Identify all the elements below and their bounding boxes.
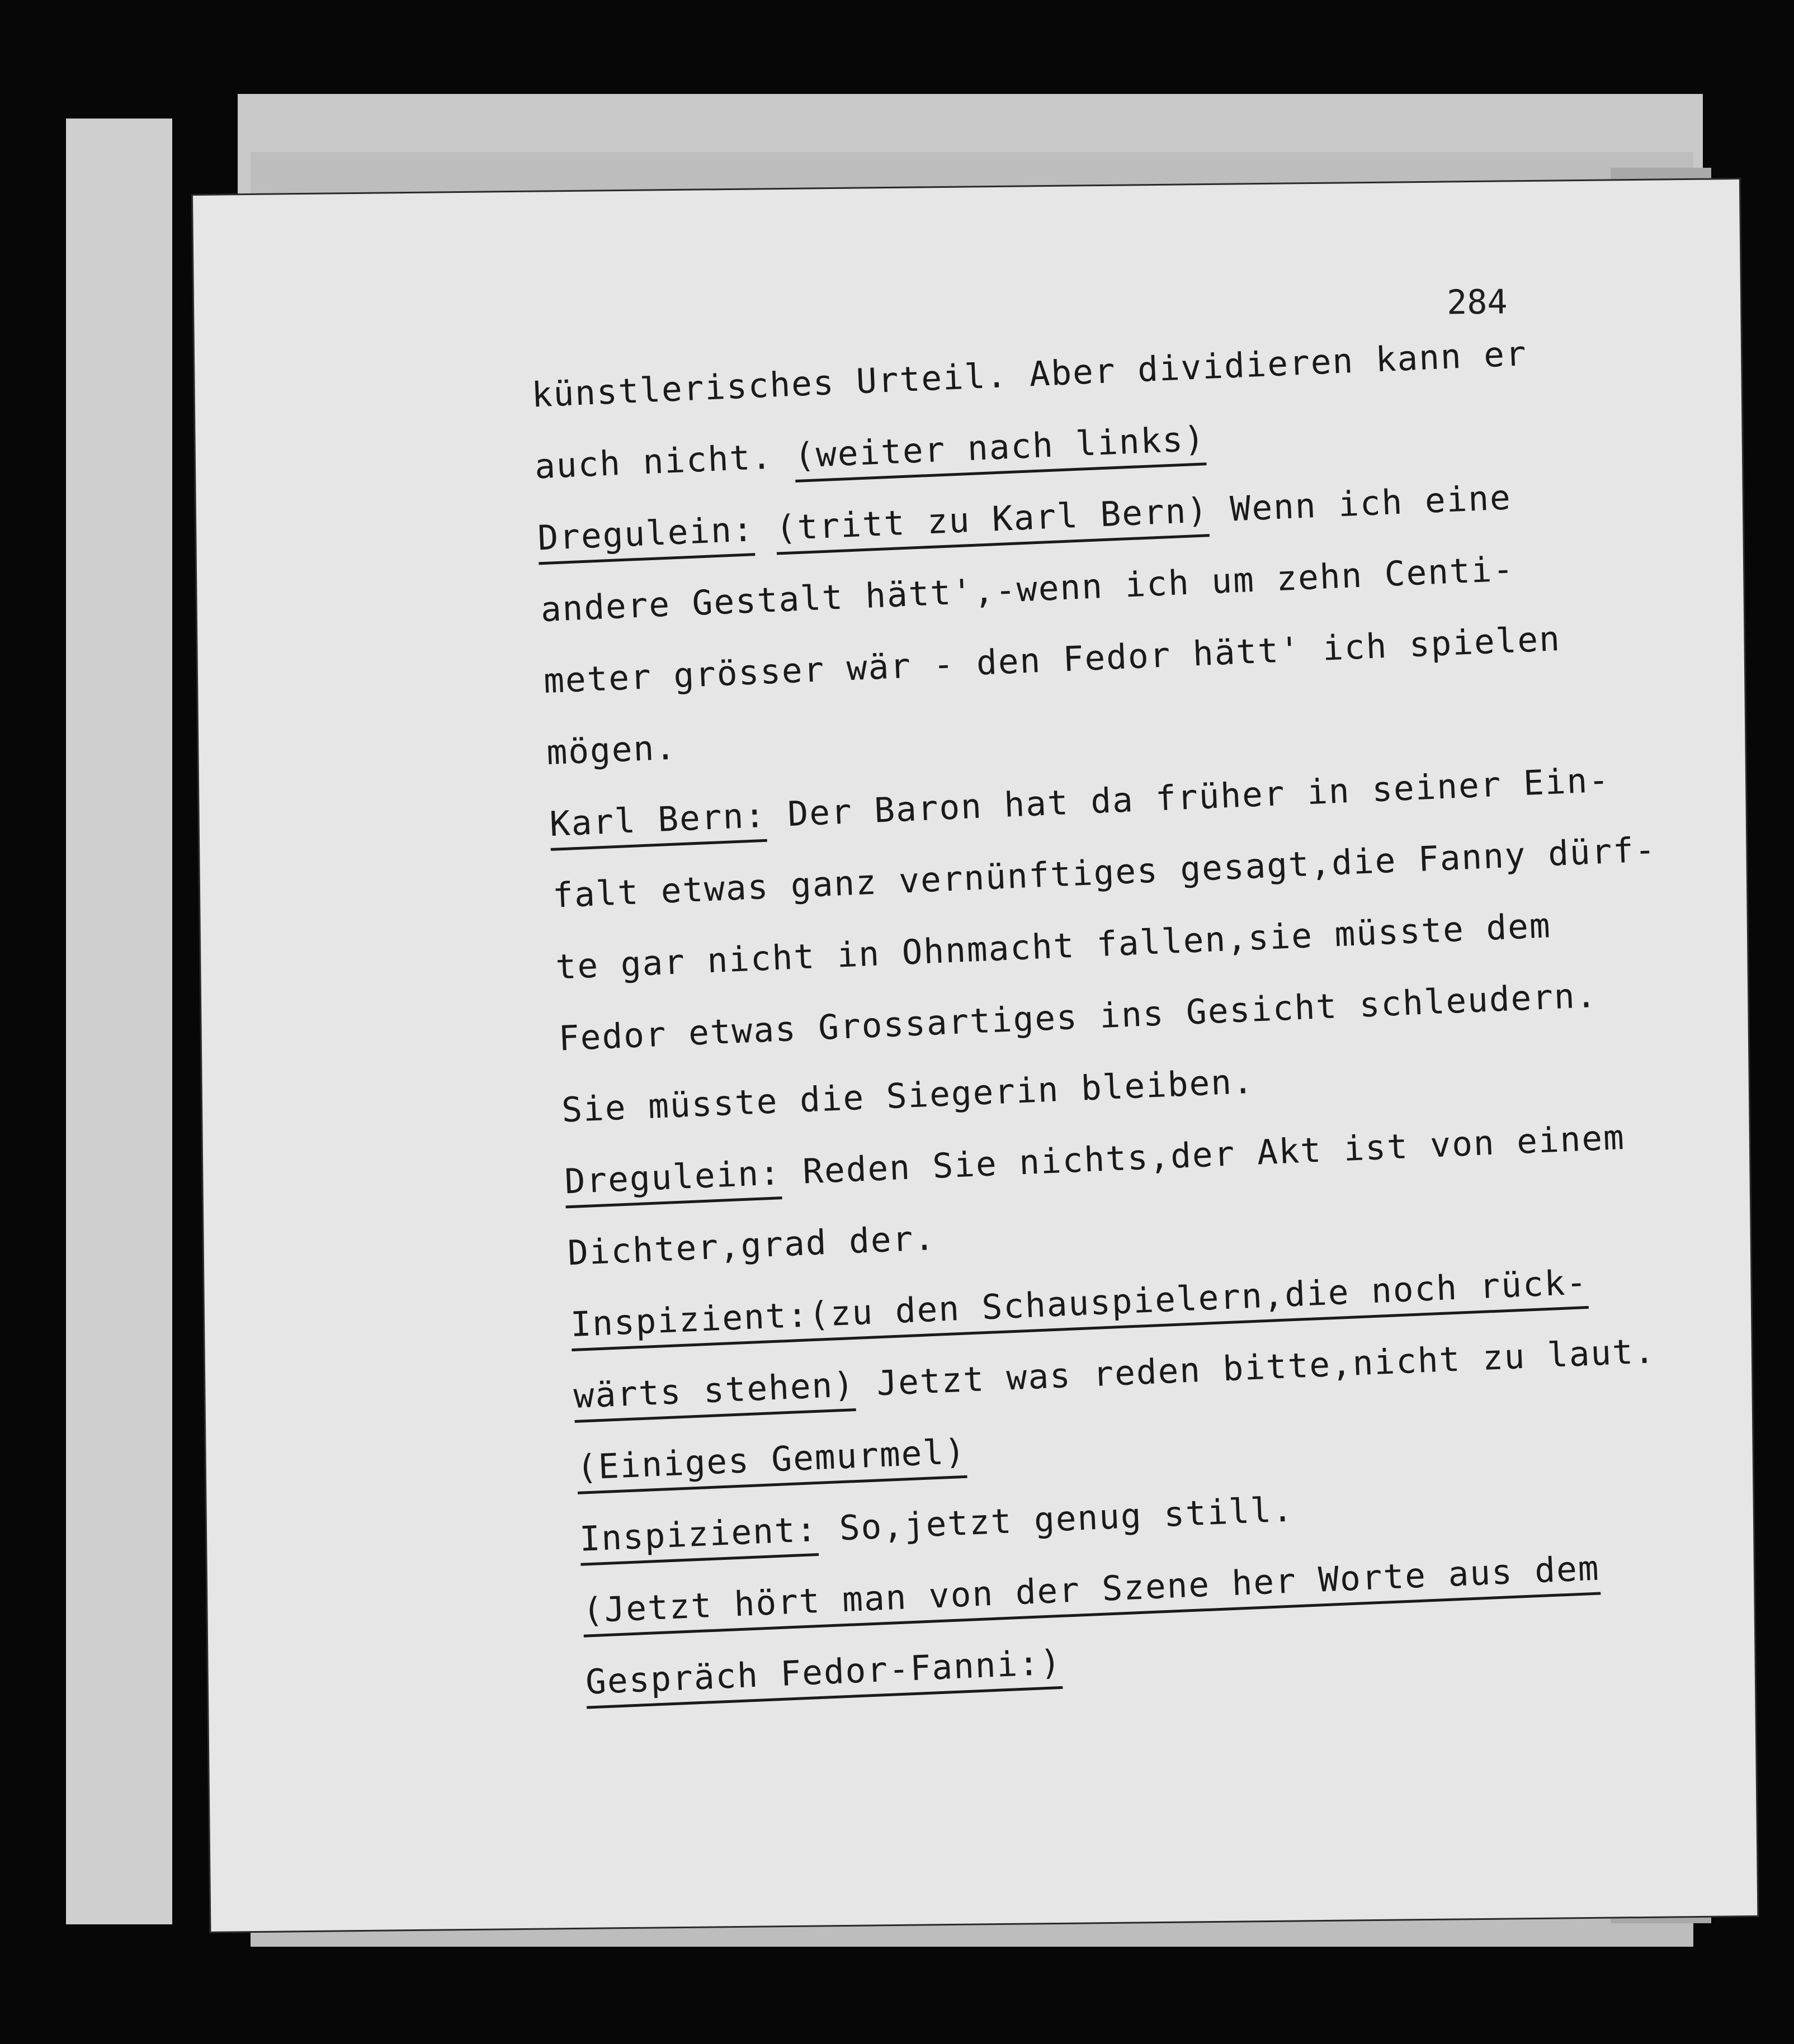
dialogue-text: andere Gestalt hätt',-wenn ich um zehn Centi- — [540, 549, 1516, 630]
speaker-name: Dregulein: — [564, 1153, 782, 1202]
stage-direction: (Jetzt hört man von der Szene her Worte aus dem — [582, 1548, 1601, 1631]
dialogue-text: Jetzt was reden bitte,nicht zu laut. — [854, 1331, 1656, 1404]
dialogue-text: künstlerisches Urteil. Aber dividieren kann er — [531, 334, 1528, 415]
stage-direction: (Einiges Gemurmel) — [575, 1431, 967, 1488]
page-text — [530, 314, 1691, 1719]
dialogue-text: te gar nicht in Ohnmacht fallen,sie müsste dem — [555, 906, 1552, 987]
dialogue-text: Sie müsste die Siegerin bleiben. — [560, 1061, 1255, 1130]
speaker-name: Inspizient: — [569, 1295, 810, 1345]
dialogue-text: So,jetzt genug still. — [816, 1489, 1295, 1549]
dialogue-text: falt etwas ganz vernünftiges gesagt,die Fanny dürf- — [551, 830, 1658, 916]
stage-direction: wärts stehen) — [573, 1365, 856, 1417]
dialogue-text: Reden Sie nichts,der Akt ist von einem — [780, 1117, 1626, 1193]
dialogue-text: mögen. — [546, 727, 678, 773]
dialogue-text: Fedor etwas Grossartiges ins Gesicht schleudern. — [558, 975, 1598, 1059]
dialogue-text — [753, 509, 777, 550]
typescript-page — [193, 179, 1757, 1932]
stage-direction: (zu den Schauspielern,die noch rück- — [808, 1262, 1589, 1335]
dialogue-text: Wenn ich eine — [1207, 477, 1513, 531]
dialogue-text: meter grösser wär - den Fedor hätt' ich spielen — [542, 619, 1562, 702]
speaker-name: Dregulein: — [537, 509, 755, 559]
dialogue-text: auch nicht. — [534, 436, 795, 487]
left-paper-strip — [66, 119, 172, 1924]
dialogue-text: Der Baron hat da früher in seiner Ein- — [765, 760, 1611, 835]
stage-direction: (tritt zu Karl Bern) — [775, 490, 1210, 548]
page-number: 284 — [1446, 282, 1508, 323]
stage-direction: (weiter nach links) — [793, 419, 1207, 476]
stage-direction: Gespräch Fedor-Fanni:) — [584, 1642, 1063, 1702]
speaker-name: Inspizient: — [579, 1510, 819, 1559]
speaker-name: Karl Bern: — [549, 795, 767, 844]
dialogue-text: Dichter,grad der. — [566, 1218, 937, 1274]
